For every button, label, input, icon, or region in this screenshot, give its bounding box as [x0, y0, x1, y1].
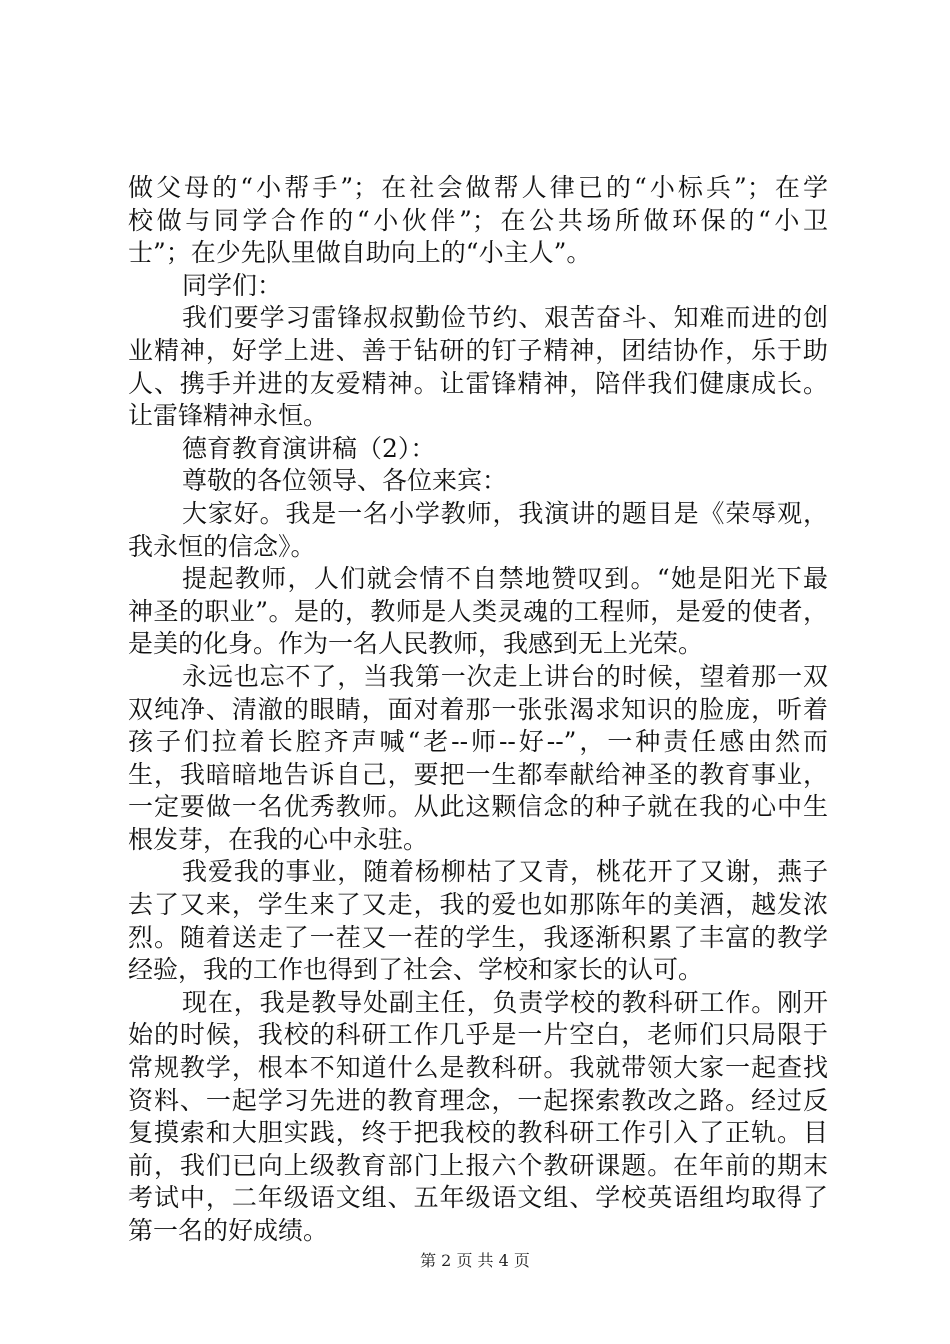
paragraph: [128, 987, 828, 1248]
text-line: 神圣的职业”。是的，教师是人类灵魂的工程师，是爱的使者，: [128, 596, 828, 626]
page-footer: [0, 1251, 950, 1271]
paragraph: [128, 498, 828, 563]
text-line: 业精神，好学上进、善于钻研的钉子精神，团结协作，乐于助: [128, 335, 828, 365]
text-line: 让雷锋精神永恒。: [128, 401, 329, 431]
text-line: 常规教学，根本不知道什么是教科研。我就带领大家一起查找: [128, 1053, 828, 1083]
text-line: 双纯净、清澈的眼睛，面对着那一张张渴求知识的脸庞，听着: [128, 694, 828, 724]
text-line: 现在，我是教导处副主任，负责学校的教科研工作。刚开: [182, 987, 828, 1017]
text-line: 是美的化身。作为一名人民教师，我感到无上光荣。: [128, 629, 704, 659]
paragraph: [128, 433, 828, 466]
text-line: 士”；在少先队里做自助向上的“小主人”。: [128, 238, 592, 268]
text-line: 生，我暗暗地告诉自己，要把一生都奉献给神圣的教育事业，: [128, 759, 828, 789]
text-line: 同学们：: [182, 270, 283, 300]
page-number: 第 2 页 共 4 页: [420, 1251, 530, 1270]
paragraph: [128, 465, 828, 498]
paragraph: [128, 270, 828, 303]
text-line: 大家好。我是一名小学教师，我演讲的题目是《荣辱观，: [182, 498, 828, 528]
paragraph: [128, 563, 828, 661]
text-line: 我永恒的信念》。: [128, 531, 316, 561]
text-line: 始的时候，我校的科研工作几乎是一片空白，老师们只局限于: [128, 1020, 828, 1050]
section-heading: 德育教育演讲稿（2）：: [182, 433, 436, 463]
text-line: 我爱我的事业，随着杨柳枯了又青，桃花开了又谢，燕子: [182, 857, 828, 887]
text-line: 经验，我的工作也得到了社会、学校和家长的认可。: [128, 955, 704, 985]
document-body: [128, 172, 828, 1248]
text-line: 人、携手并进的友爱精神。让雷锋精神，陪伴我们健康成长。: [128, 368, 828, 398]
text-line: 前，我们已向上级教育部门上报六个教研课题。在年前的期末: [128, 1150, 828, 1180]
text-line: 烈。随着送走了一茬又一茬的学生，我逐渐积累了丰富的教学: [128, 922, 828, 952]
paragraph: [128, 302, 828, 432]
paragraph: [128, 661, 828, 857]
text-line: 第一名的好成绩。: [128, 1216, 329, 1245]
text-line: 考试中，二年级语文组、五年级语文组、学校英语组均取得了: [128, 1183, 828, 1213]
text-line: 根发芽，在我的心中永驻。: [128, 824, 429, 854]
text-line: 去了又来，学生来了又走，我的爱也如那陈年的美酒，越发浓: [128, 890, 828, 920]
text-line: 复摸索和大胆实践，终于把我校的教科研工作引入了正轨。目: [128, 1118, 828, 1148]
text-line: 永远也忘不了，当我第一次走上讲台的时候，望着那一双: [182, 661, 828, 691]
text-line: 孩子们拉着长腔齐声喊“老--师--好--”，一种责任感由然而: [128, 727, 828, 757]
text-line: 校做与同学合作的“小伙伴”；在公共场所做环保的“小卫: [128, 205, 828, 235]
paragraph: [128, 172, 828, 270]
paragraph: [128, 856, 828, 986]
text-line: 一定要做一名优秀教师。从此这颗信念的种子就在我的心中生: [128, 792, 828, 822]
text-line: 提起教师，人们就会情不自禁地赞叹到。“她是阳光下最: [182, 564, 828, 594]
text-line: 资料、一起学习先进的教育理念，一起探索教改之路。经过反: [128, 1085, 828, 1115]
text-line: 我们要学习雷锋叔叔勤俭节约、艰苦奋斗、知难而进的创: [182, 303, 828, 333]
text-line: 尊敬的各位领导、各位来宾：: [182, 466, 508, 496]
text-line: 做父母的“小帮手”；在社会做帮人律已的“小标兵”；在学: [128, 173, 828, 202]
